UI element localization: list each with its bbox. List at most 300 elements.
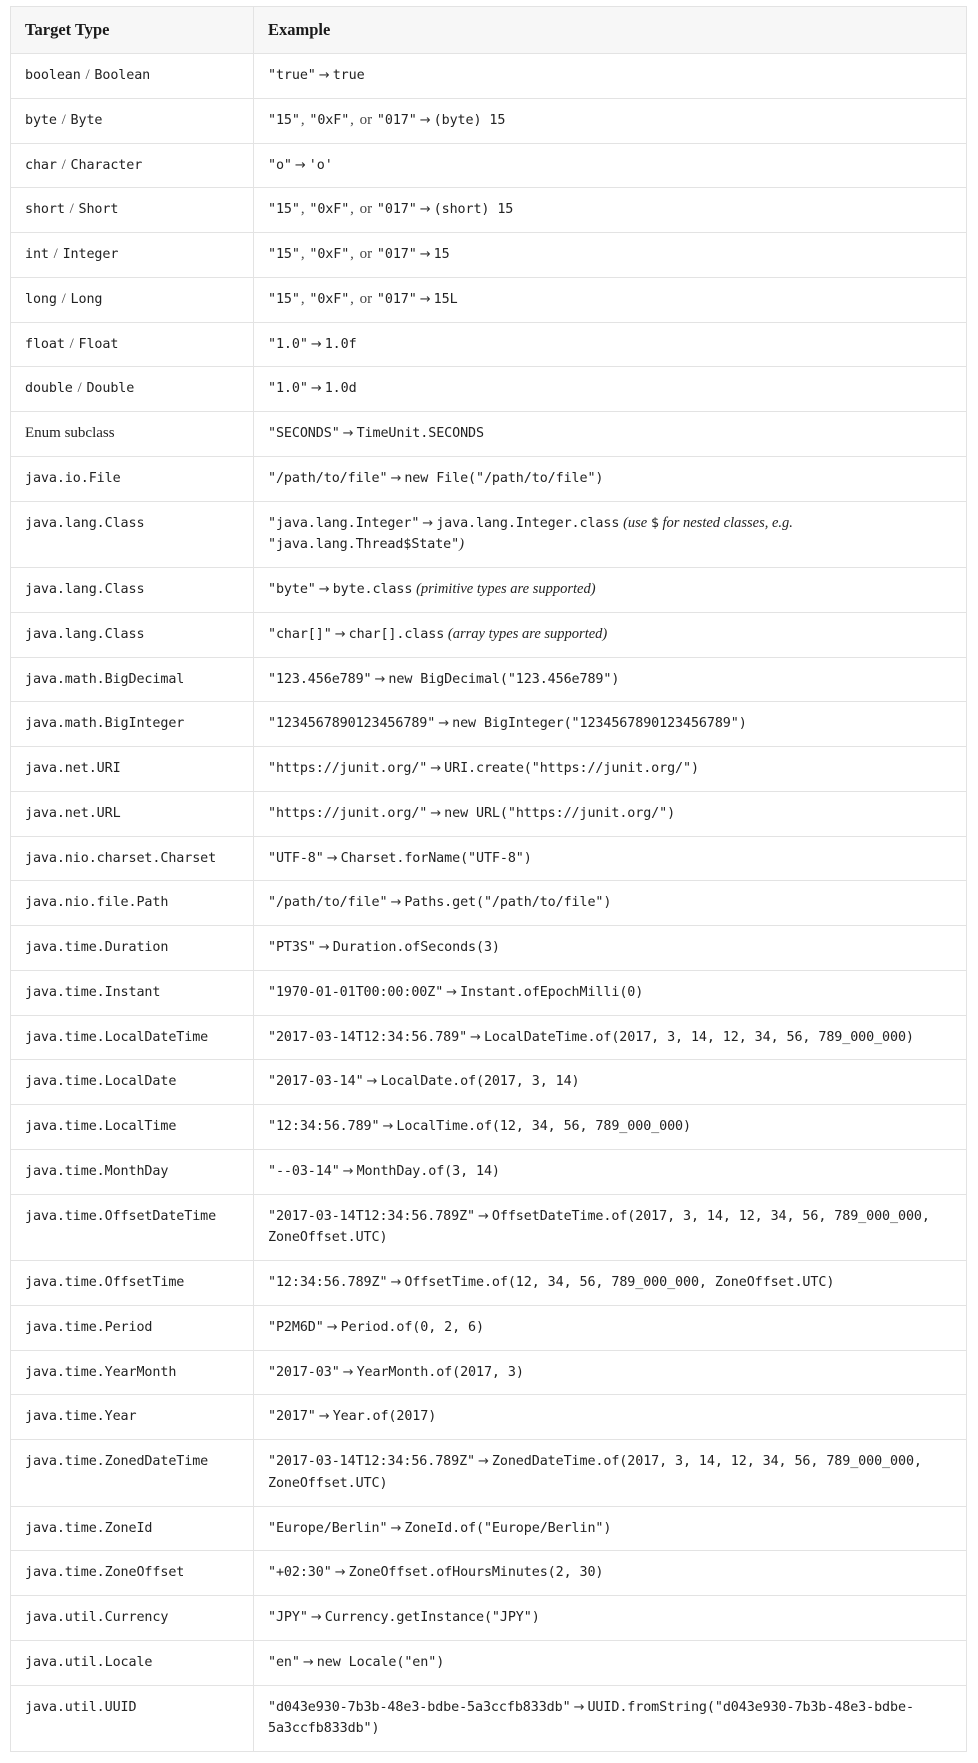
- cell-example: [254, 657, 967, 702]
- type-name: long: [25, 291, 57, 307]
- example-input: "2017-03-14T12:34:56.789": [268, 1029, 468, 1045]
- table-header: [11, 7, 967, 54]
- cell-example: [254, 98, 967, 143]
- type-name: java.lang.Class: [25, 626, 145, 642]
- type-name: Boolean: [94, 68, 151, 83]
- example-result: LocalDateTime.of(2017, 3, 14, 12, 34, 56, 789_000_000): [483, 1029, 914, 1045]
- arrow-icon: →: [326, 850, 338, 866]
- cell-target-type: [11, 1596, 254, 1641]
- type-name: java.time.YearMonth: [25, 1364, 177, 1380]
- cell-example: [254, 1305, 967, 1350]
- type-name: java.util.Locale: [25, 1654, 153, 1670]
- example-result: 'o': [308, 157, 333, 173]
- arrow-icon: →: [294, 157, 306, 173]
- cell-target-type: [11, 1350, 254, 1395]
- type-name: java.math.BigDecimal: [25, 671, 185, 687]
- example-result: new File("/path/to/file"): [404, 470, 604, 486]
- example-result: char[].class: [348, 626, 445, 642]
- example-input: "char[]": [268, 626, 332, 642]
- cell-example: [254, 1105, 967, 1150]
- arrow-icon: →: [478, 1208, 489, 1224]
- arrow-icon: →: [318, 940, 330, 955]
- cell-target-type: [11, 412, 254, 457]
- example-result: (short) 15: [433, 202, 514, 218]
- cell-example: [254, 702, 967, 747]
- column-header-example: Example: [254, 7, 967, 54]
- example-result: ZonedDateTime.of(2017, 3, 14, 12, 34, 56, 789_000_000, ZoneOffset.UTC): [268, 1454, 922, 1491]
- example-result: Instant.ofEpochMilli(0): [460, 984, 644, 1000]
- cell-example: [254, 233, 967, 278]
- note-code: "java.lang.Thread$State": [268, 537, 460, 553]
- cell-example: [254, 1395, 967, 1440]
- example-result: new Locale("en"): [316, 1654, 445, 1670]
- table-row: [11, 1015, 967, 1060]
- type-separator: /: [73, 380, 86, 397]
- arrow-icon: →: [342, 1364, 354, 1380]
- example-input: "15": [268, 202, 300, 218]
- note-code: $: [650, 515, 659, 531]
- example-result: MonthDay.of(3, 14): [356, 1163, 500, 1179]
- example-input: "017": [376, 247, 417, 262]
- type-name: java.time.OffsetTime: [25, 1275, 185, 1290]
- type-name: Integer: [62, 247, 119, 262]
- table-row: [11, 322, 967, 367]
- arrow-icon: →: [422, 515, 434, 531]
- table-row: [11, 568, 967, 613]
- table-row: [11, 747, 967, 792]
- cell-target-type: [11, 1261, 254, 1306]
- type-separator: /: [49, 246, 62, 262]
- type-name: java.time.Period: [25, 1319, 153, 1335]
- cell-target-type: [11, 1194, 254, 1261]
- table-row: [11, 367, 967, 412]
- cell-example: [254, 412, 967, 457]
- table-row: [11, 98, 967, 143]
- arrow-icon: →: [342, 1163, 354, 1179]
- example-input: "d043e930-7b3b-48e3-bdbe-5a3ccfb833db": [268, 1699, 571, 1715]
- type-name: java.nio.charset.Charset: [25, 850, 217, 866]
- cell-target-type: [11, 747, 254, 792]
- example-input: "P2M6D": [268, 1319, 324, 1335]
- arrow-icon: →: [374, 671, 386, 687]
- column-header-target-type: Target Type: [11, 7, 254, 54]
- arrow-icon: →: [342, 426, 354, 441]
- example-input: "byte": [268, 582, 316, 597]
- type-name: java.time.LocalDateTime: [25, 1029, 209, 1045]
- example-result: new URL("https://junit.org/"): [444, 805, 676, 821]
- example-input: "2017-03-14": [268, 1074, 364, 1090]
- table-row: [11, 1395, 967, 1440]
- cell-example: [254, 1506, 967, 1551]
- cell-example: [254, 970, 967, 1015]
- cell-example: [254, 881, 967, 926]
- example-result: OffsetTime.of(12, 34, 56, 789_000_000, ZoneOffset.UTC): [404, 1275, 835, 1290]
- type-name: java.nio.file.Path: [25, 895, 169, 911]
- cell-target-type: [11, 1060, 254, 1105]
- type-name: Character: [70, 157, 143, 173]
- type-name: float: [25, 336, 65, 352]
- type-name: java.lang.Class: [25, 515, 145, 531]
- cell-example: [254, 322, 967, 367]
- type-name: Short: [78, 202, 119, 218]
- arrow-icon: →: [438, 716, 450, 732]
- cell-example: [254, 836, 967, 881]
- cell-example: [254, 1149, 967, 1194]
- table-row: [11, 456, 967, 501]
- type-name: java.time.Instant: [25, 984, 161, 1000]
- cell-target-type: [11, 926, 254, 971]
- type-separator: /: [57, 290, 70, 307]
- table-row: [11, 1506, 967, 1551]
- example-input: "0xF": [309, 202, 350, 218]
- example-input: "+02:30": [268, 1565, 332, 1581]
- example-input: "o": [268, 157, 292, 173]
- type-name: java.util.UUID: [25, 1699, 137, 1715]
- type-name: java.time.LocalDate: [25, 1074, 177, 1090]
- type-name: java.util.Currency: [25, 1610, 169, 1625]
- cell-example: [254, 1194, 967, 1261]
- type-name: java.lang.Class: [25, 582, 145, 597]
- example-result: new BigInteger("1234567890123456789"): [452, 716, 747, 732]
- type-name: Enum subclass: [25, 425, 115, 441]
- type-name: double: [25, 381, 73, 397]
- arrow-icon: →: [573, 1699, 585, 1715]
- arrow-icon: →: [470, 1029, 481, 1045]
- table-body: [11, 54, 967, 1752]
- example-input: "2017-03": [268, 1364, 340, 1380]
- example-input: "2017-03-14T12:34:56.789Z": [268, 1208, 476, 1224]
- example-separator: ,: [350, 201, 358, 218]
- cell-target-type: [11, 970, 254, 1015]
- cell-target-type: [11, 836, 254, 881]
- cell-example: [254, 367, 967, 412]
- example-result: LocalTime.of(12, 34, 56, 789_000_000): [396, 1119, 691, 1134]
- example-result: Year.of(2017): [332, 1409, 437, 1425]
- cell-target-type: [11, 1015, 254, 1060]
- table-row: [11, 926, 967, 971]
- cell-example: [254, 277, 967, 322]
- cell-example: [254, 501, 967, 568]
- example-input: "2017-03-14T12:34:56.789Z": [268, 1454, 476, 1469]
- type-name: java.io.File: [25, 470, 121, 486]
- table-row: [11, 657, 967, 702]
- cell-target-type: [11, 1551, 254, 1596]
- arrow-icon: →: [318, 582, 330, 597]
- type-name: java.time.ZoneId: [25, 1520, 153, 1536]
- type-separator: /: [81, 67, 94, 83]
- table-row: [11, 501, 967, 568]
- arrow-icon: →: [318, 68, 330, 83]
- type-name: boolean: [25, 68, 81, 83]
- cell-target-type: [11, 568, 254, 613]
- example-input: "2017": [268, 1409, 316, 1425]
- table-row: [11, 1261, 967, 1306]
- table-row: [11, 1194, 967, 1261]
- cell-target-type: [11, 1105, 254, 1150]
- cell-example: [254, 54, 967, 99]
- arrow-icon: →: [419, 291, 431, 307]
- cell-example: [254, 143, 967, 188]
- arrow-icon: →: [430, 805, 442, 821]
- example-input: "1970-01-01T00:00:00Z": [268, 984, 444, 1000]
- example-result: Currency.getInstance("JPY"): [324, 1610, 540, 1625]
- example-result: Period.of(0, 2, 6): [340, 1319, 484, 1335]
- cell-target-type: [11, 1149, 254, 1194]
- cell-example: [254, 456, 967, 501]
- cell-target-type: [11, 322, 254, 367]
- cell-example: [254, 1551, 967, 1596]
- cell-example: [254, 1440, 967, 1507]
- table-row: [11, 54, 967, 99]
- type-name: char: [25, 157, 57, 173]
- type-name: short: [25, 202, 65, 218]
- example-separator: ,: [300, 290, 309, 307]
- table-row: [11, 233, 967, 278]
- table-row: [11, 1551, 967, 1596]
- example-result: (byte) 15: [433, 112, 506, 128]
- cell-target-type: [11, 233, 254, 278]
- table-row: [11, 277, 967, 322]
- cell-example: [254, 568, 967, 613]
- arrow-icon: →: [366, 1074, 378, 1090]
- example-result: new BigDecimal("123.456e789"): [388, 671, 620, 687]
- arrow-icon: →: [334, 1565, 346, 1581]
- type-name: java.time.LocalTime: [25, 1119, 177, 1134]
- type-name: java.time.Year: [25, 1409, 137, 1425]
- example-result: URI.create("https://junit.org/"): [444, 761, 699, 776]
- table-row: [11, 1350, 967, 1395]
- type-separator: /: [65, 201, 78, 218]
- cell-target-type: [11, 367, 254, 412]
- example-input: "15": [268, 291, 300, 307]
- example-input: "0xF": [309, 112, 350, 128]
- type-name: java.time.ZonedDateTime: [25, 1454, 209, 1469]
- cell-target-type: [11, 54, 254, 99]
- arrow-icon: →: [390, 895, 402, 911]
- cell-example: [254, 612, 967, 657]
- arrow-icon: →: [419, 202, 431, 218]
- cell-example: [254, 1261, 967, 1306]
- arrow-icon: →: [390, 1275, 402, 1290]
- table-row: [11, 1060, 967, 1105]
- table-row: [11, 188, 967, 233]
- arrow-icon: →: [419, 247, 431, 262]
- cell-target-type: [11, 1685, 254, 1752]
- cell-example: [254, 1640, 967, 1685]
- example-separator: ,: [300, 201, 309, 218]
- table-row: [11, 1640, 967, 1685]
- example-result: true: [332, 68, 365, 83]
- cell-example: [254, 1015, 967, 1060]
- type-name: java.time.ZoneOffset: [25, 1565, 185, 1581]
- table-row: [11, 143, 967, 188]
- cell-target-type: [11, 501, 254, 568]
- arrow-icon: →: [446, 984, 458, 1000]
- table-row: [11, 1440, 967, 1507]
- table-row: [11, 1596, 967, 1641]
- example-conjunction: or: [359, 246, 376, 262]
- arrow-icon: →: [302, 1654, 314, 1670]
- cell-target-type: [11, 702, 254, 747]
- cell-target-type: [11, 98, 254, 143]
- example-separator: ,: [300, 111, 309, 128]
- example-result: java.lang.Integer.class: [436, 515, 620, 531]
- example-result: 15L: [433, 291, 458, 307]
- table-row: [11, 881, 967, 926]
- arrow-icon: →: [310, 381, 322, 397]
- arrow-icon: →: [318, 1409, 330, 1425]
- example-result: ZoneOffset.ofHoursMinutes(2, 30): [348, 1565, 604, 1581]
- example-input: "java.lang.Integer": [268, 515, 420, 531]
- cell-target-type: [11, 1440, 254, 1507]
- example-note: (array types are supported): [447, 625, 608, 642]
- table-row: [11, 1105, 967, 1150]
- example-input: "UTF-8": [268, 850, 324, 866]
- example-input: "0xF": [309, 291, 350, 307]
- example-input: "15": [268, 112, 300, 128]
- arrow-icon: →: [310, 1610, 322, 1625]
- example-result: LocalDate.of(2017, 3, 14): [380, 1074, 580, 1090]
- example-input: "https://junit.org/": [268, 805, 428, 821]
- cell-target-type: [11, 188, 254, 233]
- cell-target-type: [11, 657, 254, 702]
- example-input: "1234567890123456789": [268, 716, 436, 732]
- example-separator: ,: [300, 246, 309, 262]
- example-input: "en": [268, 1654, 300, 1670]
- type-separator: /: [57, 111, 70, 128]
- arrow-icon: →: [382, 1119, 394, 1134]
- cell-example: [254, 747, 967, 792]
- example-input: "1.0": [268, 381, 308, 397]
- cell-example: [254, 188, 967, 233]
- example-input: "--03-14": [268, 1163, 340, 1179]
- cell-target-type: [11, 1506, 254, 1551]
- type-name: int: [25, 247, 49, 262]
- example-input: "JPY": [268, 1610, 308, 1625]
- example-note: (primitive types are supported): [416, 581, 596, 597]
- type-name: java.time.Duration: [25, 940, 169, 955]
- example-result: 1.0f: [324, 336, 357, 352]
- type-name: java.time.OffsetDateTime: [25, 1208, 217, 1224]
- table-row: [11, 791, 967, 836]
- type-name: java.net.URI: [25, 761, 121, 776]
- example-input: "017": [376, 112, 417, 128]
- cell-example: [254, 1596, 967, 1641]
- example-result: Duration.ofSeconds(3): [332, 940, 500, 955]
- example-result: ZoneId.of("Europe/Berlin"): [404, 1520, 612, 1536]
- example-input: "PT3S": [268, 940, 316, 955]
- arrow-icon: →: [326, 1319, 338, 1335]
- example-result: 15: [433, 247, 450, 262]
- arrow-icon: →: [419, 112, 431, 128]
- example-separator: ,: [350, 246, 358, 262]
- table-row: [11, 702, 967, 747]
- type-name: java.net.URL: [25, 805, 121, 821]
- table-row: [11, 1685, 967, 1752]
- example-result: Charset.forName("UTF-8"): [340, 850, 532, 866]
- type-separator: /: [57, 156, 70, 173]
- type-name: java.time.MonthDay: [25, 1163, 169, 1179]
- example-input: "Europe/Berlin": [268, 1520, 388, 1536]
- example-result: 1.0d: [324, 381, 357, 397]
- cell-target-type: [11, 612, 254, 657]
- table-row: [11, 836, 967, 881]
- table-row: [11, 1149, 967, 1194]
- example-input: "017": [376, 291, 417, 307]
- type-name: java.math.BigInteger: [25, 716, 185, 732]
- example-note-line2: [268, 534, 952, 556]
- table-row: [11, 412, 967, 457]
- cell-target-type: [11, 1305, 254, 1350]
- arrow-icon: →: [334, 626, 346, 642]
- cell-target-type: [11, 1640, 254, 1685]
- cell-example: [254, 926, 967, 971]
- table-header-row: [11, 7, 967, 54]
- example-conjunction: or: [359, 290, 376, 307]
- type-name: Double: [86, 381, 135, 397]
- example-input: "123.456e789": [268, 671, 372, 687]
- cell-target-type: [11, 881, 254, 926]
- example-result: UUID.fromString("d043e930-7b3b-48e3-bdbe-5a3ccfb833db"): [268, 1699, 914, 1737]
- cell-target-type: [11, 791, 254, 836]
- type-name: Float: [78, 336, 119, 352]
- arrow-icon: →: [478, 1454, 489, 1469]
- cell-target-type: [11, 456, 254, 501]
- example-input: "12:34:56.789Z": [268, 1275, 388, 1290]
- cell-target-type: [11, 277, 254, 322]
- example-conjunction: or: [359, 111, 376, 128]
- type-name: Long: [70, 291, 103, 307]
- example-input: "https://junit.org/": [268, 761, 428, 776]
- table-row: [11, 970, 967, 1015]
- cell-example: [254, 1350, 967, 1395]
- arrow-icon: →: [430, 761, 442, 776]
- example-input: "SECONDS": [268, 426, 340, 441]
- example-result: TimeUnit.SECONDS: [356, 426, 484, 441]
- example-result: Paths.get("/path/to/file"): [404, 895, 612, 911]
- example-separator: ,: [350, 290, 358, 307]
- example-input: "/path/to/file": [268, 895, 388, 911]
- arrow-icon: →: [390, 470, 402, 486]
- example-separator: ,: [350, 111, 358, 128]
- example-conjunction: or: [359, 201, 376, 218]
- example-note: (use $ for nested classes, e.g.: [623, 514, 793, 531]
- cell-example: [254, 1060, 967, 1105]
- arrow-icon: →: [310, 336, 322, 352]
- table-row: [11, 1305, 967, 1350]
- example-result: YearMonth.of(2017, 3): [356, 1364, 524, 1380]
- example-input: "0xF": [309, 247, 350, 262]
- example-input: "12:34:56.789": [268, 1119, 380, 1134]
- example-input: "017": [376, 202, 417, 218]
- arrow-icon: →: [390, 1520, 402, 1536]
- type-name: Byte: [70, 112, 103, 128]
- example-input: "15": [268, 247, 300, 262]
- example-result: byte.class: [332, 582, 413, 597]
- cell-target-type: [11, 143, 254, 188]
- note-closing-paren: ): [459, 536, 464, 553]
- example-input: "/path/to/file": [268, 470, 388, 486]
- example-result: OffsetDateTime.of(2017, 3, 14, 12, 34, 56, 789_000_000, ZoneOffset.UTC): [268, 1208, 930, 1246]
- type-separator: /: [65, 335, 78, 352]
- example-input: "1.0": [268, 336, 308, 352]
- implicit-conversion-table: [10, 6, 967, 1752]
- cell-example: [254, 791, 967, 836]
- cell-target-type: [11, 1395, 254, 1440]
- type-name: byte: [25, 112, 57, 128]
- cell-example: [254, 1685, 967, 1752]
- example-input: "true": [268, 68, 316, 83]
